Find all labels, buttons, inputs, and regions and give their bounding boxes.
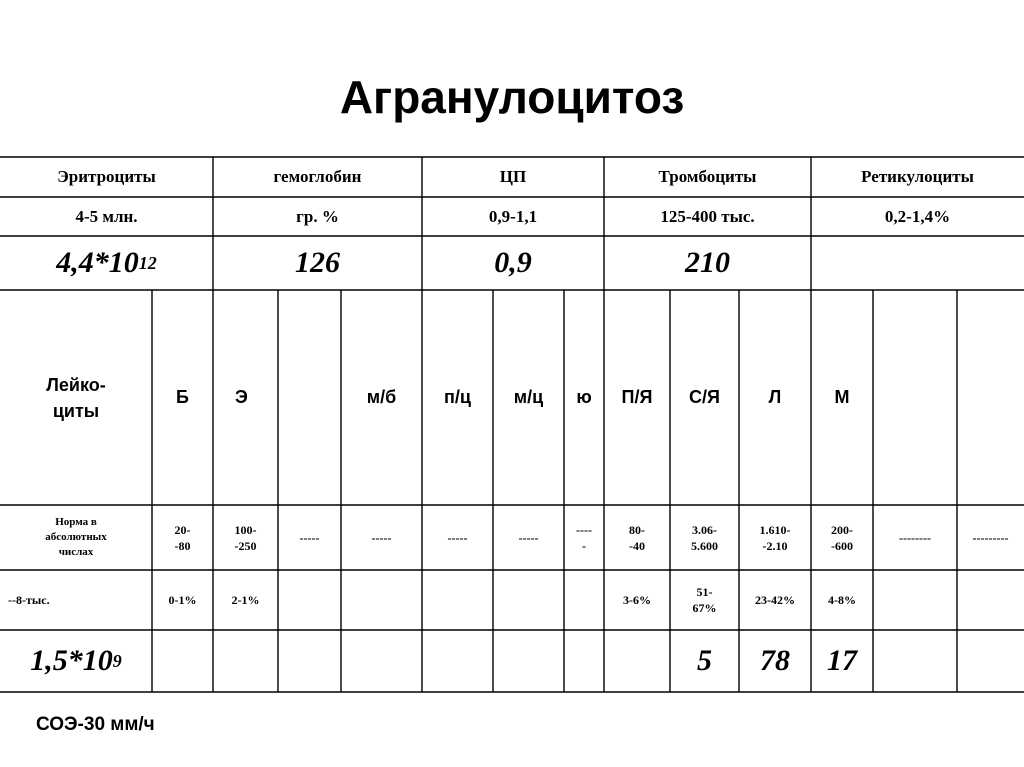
- value-erythrocytes: 4,4*10 12: [56, 246, 157, 279]
- pct-norm-lymphocytes: 23-42%: [755, 593, 795, 607]
- value-hemoglobin: 126: [295, 246, 340, 279]
- norm-color-index: 0,9-1,1: [488, 206, 538, 226]
- col-myeloblasts: м/б: [366, 387, 397, 407]
- norm-hemoglobin: гр. %: [296, 206, 339, 226]
- header-reticulocytes: Ретикулоциты: [861, 167, 974, 186]
- abs-norm-eosinophils: 100- -250: [234, 522, 257, 553]
- page-title: Агранулоцитоз: [339, 71, 685, 123]
- value-color-index: 0,9: [494, 246, 532, 279]
- col-myelocytes: м/ц: [513, 387, 544, 407]
- col-promyelocytes: п/ц: [444, 387, 471, 407]
- header-hemoglobin: гемоглобин: [273, 167, 362, 186]
- esr-value: СОЭ-30 мм/ч: [36, 714, 155, 735]
- value-leukocytes-base: 1,5*10: [30, 644, 113, 677]
- header-platelets: Тромбоциты: [658, 167, 757, 186]
- value-platelets: 210: [685, 246, 730, 279]
- abs-norm-extra-1: --------: [899, 530, 931, 545]
- abs-norm-myeloblasts: -----: [371, 530, 392, 545]
- abs-norm-band: 80- -40: [629, 522, 645, 553]
- leukocytes-label-line1: Лейко-: [46, 374, 106, 395]
- value-lymphocytes: 78: [760, 644, 790, 677]
- col-band: П/Я: [621, 387, 653, 407]
- abs-norm-promyelocytes: -----: [447, 530, 468, 545]
- leukocytes-label-line2: циты: [52, 400, 100, 421]
- abs-norm-label: Норма в абсолютных числах: [45, 516, 107, 558]
- abs-norm-monocytes: 200- -600: [831, 522, 853, 553]
- col-young: ю: [576, 387, 592, 407]
- value-erythrocytes-base: 4,4*10: [56, 246, 139, 279]
- norm-platelets: 125-400 тыс.: [660, 206, 755, 226]
- abs-norm-blank-col: -----: [299, 530, 320, 545]
- abs-norm-young: ---- -: [576, 522, 592, 553]
- pct-norm-label: --8-тыс.: [8, 593, 50, 607]
- abs-norm-lymphocytes: 1.610- -2.10: [759, 522, 791, 553]
- norm-erythrocytes: 4-5 млн.: [75, 206, 138, 226]
- pct-norm-basophils: 0-1%: [168, 593, 197, 607]
- header-color-index: ЦП: [499, 167, 527, 186]
- pct-norm-monocytes: 4-8%: [828, 593, 856, 607]
- norm-reticulocytes: 0,2-1,4%: [884, 206, 951, 226]
- col-lymphocytes: Л: [768, 387, 782, 407]
- col-segmented: С/Я: [689, 387, 720, 407]
- abs-norm-myelocytes: -----: [518, 530, 539, 545]
- leukocytes-label: [0, 290, 152, 505]
- abs-norm-extra-2: ---------: [972, 530, 1009, 545]
- col-basophils: Б: [176, 387, 189, 407]
- pct-norm-eosinophils: 2-1%: [231, 593, 260, 607]
- col-eosinophils: Э: [235, 387, 248, 407]
- header-erythrocytes: Эритроциты: [57, 167, 156, 186]
- pct-norm-band: 3-6%: [623, 593, 651, 607]
- col-monocytes: М: [834, 387, 850, 407]
- pct-norm-segmented: 51- 67%: [692, 585, 717, 615]
- value-segmented: 5: [697, 644, 712, 677]
- abs-norm-basophils: 20- -80: [174, 522, 191, 553]
- abs-norm-segmented: 3.06- 5.600: [691, 522, 718, 553]
- value-monocytes: 17: [827, 644, 857, 677]
- value-leukocytes: 1,5*10 9: [30, 644, 122, 677]
